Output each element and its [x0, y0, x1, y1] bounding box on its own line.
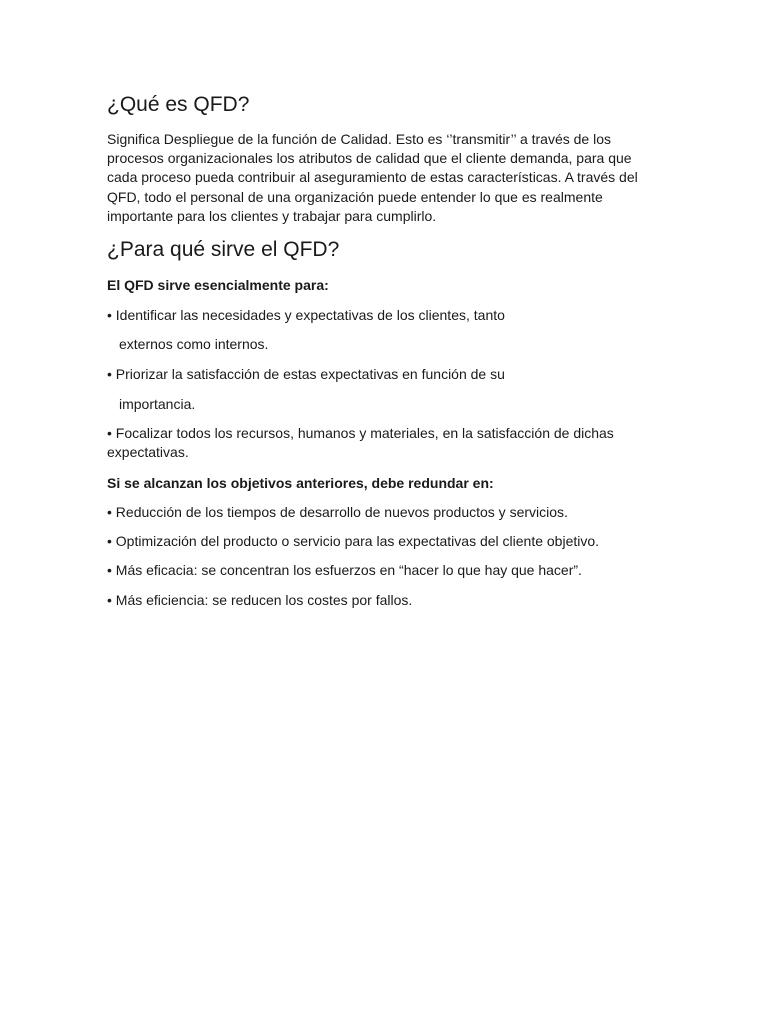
bullet-priorizar-line2: importancia. — [119, 396, 196, 412]
heading-que-es-qfd: ¿Qué es QFD? — [107, 93, 250, 116]
result-item: • Reducción de los tiempos de desarrollo de nuevos productos y servicios. — [107, 504, 568, 520]
purpose-lead: El QFD sirve esencialmente para: — [107, 277, 329, 293]
bullet-priorizar-line1: • Priorizar la satisfacción de estas expectativas en función de su — [107, 366, 505, 382]
result-item: • Más eficacia: se concentran los esfuerzos en “hacer lo que hay que hacer”. — [107, 562, 582, 578]
result-item: • Más eficiencia: se reducen los costes por fallos. — [107, 592, 413, 608]
bullet-identificar-line2: externos como internos. — [119, 336, 269, 352]
definition-paragraph: Significa Despliegue de la función de Calidad. Esto es ‘’transmitir’’ a través de los procesos organizacionales los atributos de calidad que el cliente demanda, para que cada proceso pueda contribuir al aseguramiento de estas características. A través del QFD, todo el personal de una organización puede entender lo que es realmente importante para los clientes y trabajar para cumplirlo. — [107, 131, 638, 224]
heading-para-que-sirve: ¿Para qué sirve el QFD? — [107, 238, 340, 261]
results-lead: Si se alcanzan los objetivos anteriores, debe redundar en: — [107, 475, 494, 491]
result-item: • Optimización del producto o servicio para las expectativas del cliente objetivo. — [107, 533, 600, 549]
bullet-identificar-line1: • Identificar las necesidades y expectativas de los clientes, tanto — [107, 307, 505, 323]
bullet-focalizar: • Focalizar todos los recursos, humanos y materiales, en la satisfacción de dichas expectativas. — [107, 425, 614, 460]
